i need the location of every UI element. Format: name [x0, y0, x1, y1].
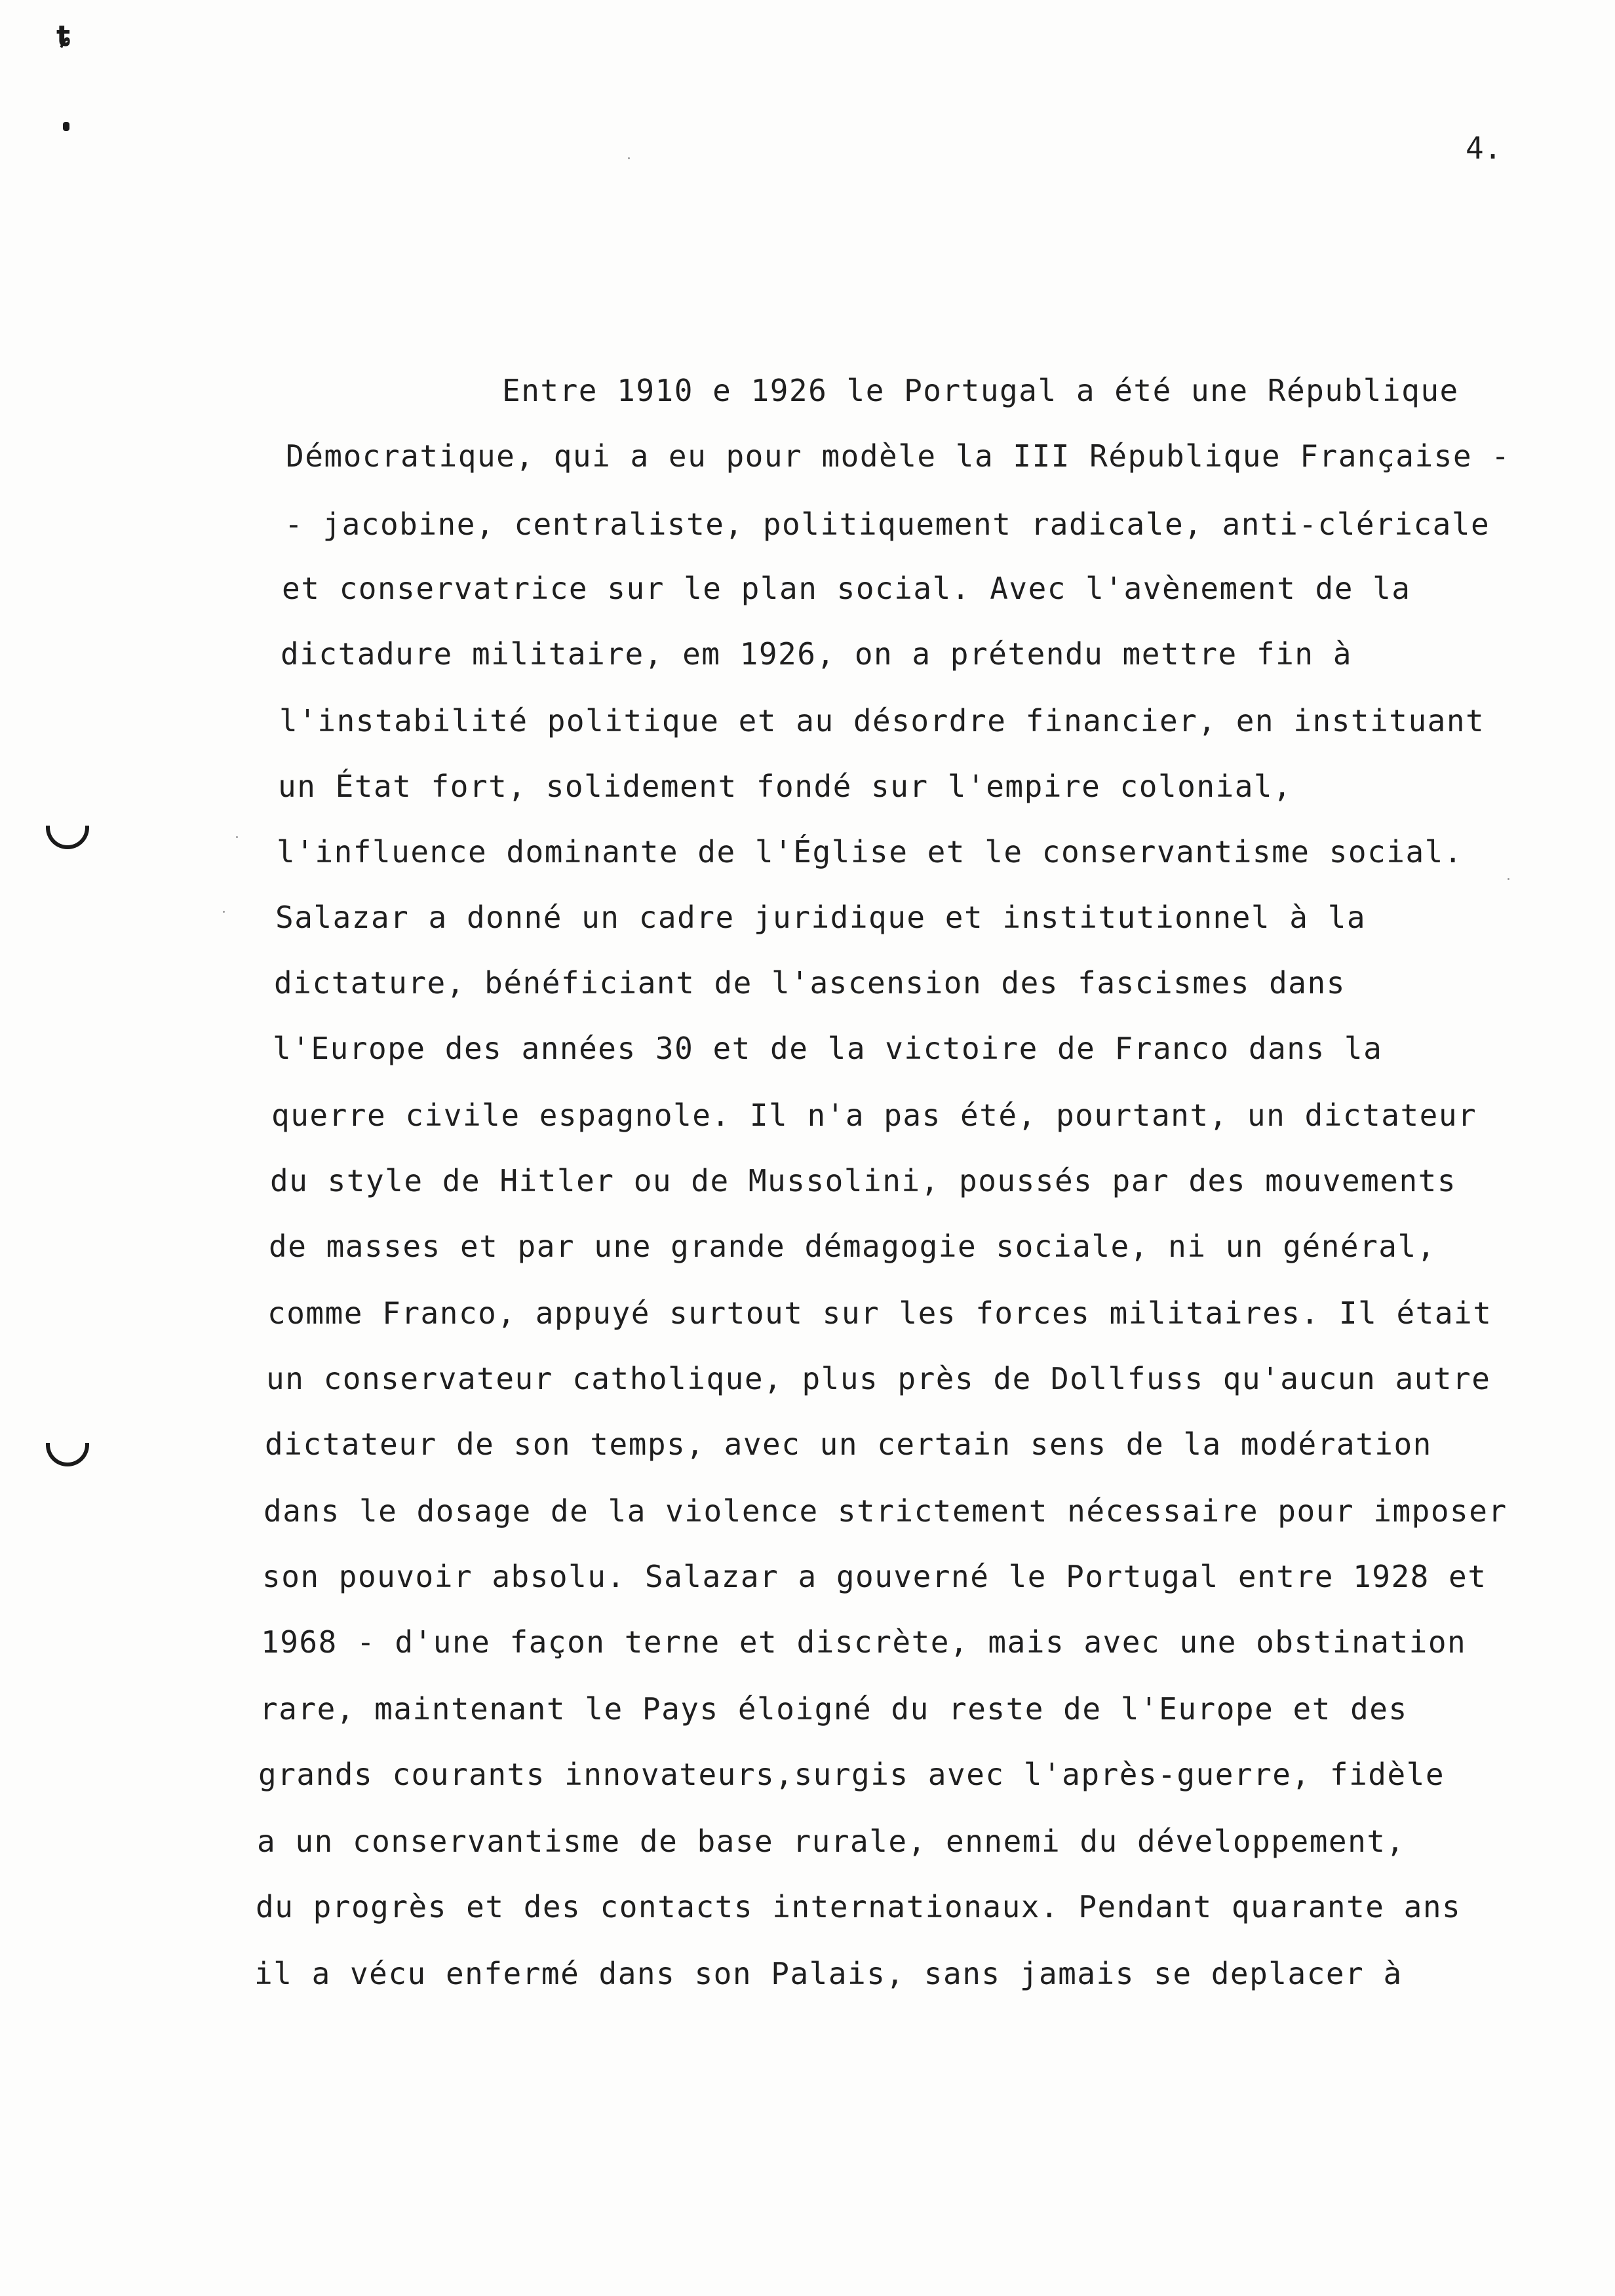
text-line: dictateur de son temps, avec un certain sens de la modération — [265, 1426, 1432, 1462]
text-line: un conservateur catholique, plus près de Dollfuss qu'aucun autre — [266, 1361, 1491, 1396]
text-line: Salazar a donné un cadre juridique et institutionnel à la — [275, 900, 1367, 935]
text-line: dictature, bénéficiant de l'ascension des fascismes dans — [274, 965, 1346, 1001]
text-line: du style de Hitler ou de Mussolini, poussés par des mouvements — [270, 1163, 1457, 1198]
text-line: querre civile espagnole. Il n'a pas été, pourtant, un dictateur — [271, 1098, 1477, 1133]
text-line: dictadure militaire, em 1926, on a prétendu mettre fin à — [281, 636, 1352, 672]
text-line: dans le dosage de la violence strictement nécessaire pour imposer — [263, 1493, 1508, 1529]
text-line: - jacobine, centraliste, politiquement radicale, anti-cléricale — [284, 507, 1490, 542]
text-line: il a vécu enfermé dans son Palais, sans jamais se deplacer à — [254, 1956, 1403, 1991]
text-line: Entre 1910 e 1926 le Portugal a été une République — [502, 373, 1459, 408]
text-line: rare, maintenant le Pays éloigné du reste de l'Europe et des — [260, 1691, 1408, 1727]
text-line: son pouvoir absolu. Salazar a gouverné le Portugal entre 1928 et — [262, 1559, 1487, 1594]
text-line: Démocratique, qui a eu pour modèle la III République Française - — [286, 438, 1511, 474]
text-line: grands courants innovateurs,surgis avec l'après-guerre, fidèle — [258, 1757, 1445, 1792]
page-number: 4. — [1466, 130, 1502, 166]
corner-mark-icon: ȶ — [56, 20, 71, 53]
text-line: comme Franco, appuyé surtout sur les forces militaires. Il était — [267, 1295, 1492, 1331]
text-line: l'influence dominante de l'Église et le conservantisme social. — [277, 834, 1464, 870]
text-line: l'instabilité politique et au désordre financier, en instituant — [279, 703, 1485, 738]
text-line: et conservatrice sur le plan social. Avec l'avènement de la — [282, 571, 1411, 606]
text-line: un État fort, solidement fondé sur l'empire colonial, — [278, 769, 1293, 804]
text-line: a un conservantisme de base rurale, ennemi du développement, — [257, 1824, 1405, 1859]
text-line: 1968 - d'une façon terne et discrète, mais avec une obstination — [261, 1624, 1467, 1660]
text-line: du progrès et des contacts internationaux. Pendant quarante ans — [256, 1889, 1462, 1924]
text-line: de masses et par une grande démagogie sociale, ni un général, — [269, 1229, 1436, 1264]
text-line: l'Europe des années 30 et de la victoire de Franco dans la — [273, 1031, 1383, 1066]
